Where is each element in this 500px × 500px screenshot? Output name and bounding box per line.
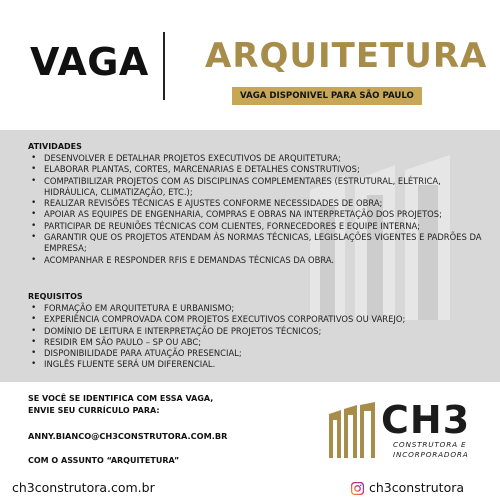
header xyxy=(0,0,500,130)
cta-line-2: ENVIE SEU CURRÍCULO PARA: xyxy=(28,405,160,415)
list-item: • RESIDIR EM SÃO PAULO – SP OU ABC; xyxy=(28,337,488,348)
website-link[interactable]: ch3construtora.com.br xyxy=(12,480,155,495)
list-item: • APOIAR AS EQUIPES DE ENGENHARIA, COMPRAS E OBRAS NA INTERPRETAÇÃO DOS PROJETOS; xyxy=(28,209,488,220)
list-item: • INGLÊS FLUENTE SERÁ UM DIFERENCIAL. xyxy=(28,359,488,370)
contact-email-link[interactable]: ANNY.BIANCO@CH3CONSTRUTORA.COM.BR xyxy=(28,431,228,441)
list-item: • FORMAÇÃO EM ARQUITETURA E URBANISMO; xyxy=(28,303,488,314)
list-item: • DISPONIBILIDADE PARA ATUAÇÃO PRESENCIAL; xyxy=(28,348,488,359)
logo-subtitle-2: INCORPORADORA xyxy=(393,450,469,459)
list-item: • ACOMPANHAR E RESPONDER RFIS E DEMANDAS TÉCNICAS DA OBRA. xyxy=(28,255,488,266)
job-title: ARQUITETURA xyxy=(205,36,488,76)
requisitos-list xyxy=(28,303,488,371)
cta-line-1: SE VOCÊ SE IDENTIFICA COM ESSA VAGA, xyxy=(28,394,214,403)
company-logo xyxy=(329,398,494,464)
list-item: • DESENVOLVER E DETALHAR PROJETOS EXECUTIVOS DE ARQUITETURA; xyxy=(28,153,488,164)
ch3-logo-mark-icon xyxy=(329,402,375,458)
atividades-section xyxy=(28,142,488,266)
email-subject-note: COM O ASSUNTO “ARQUITETURA” xyxy=(28,456,180,465)
location-badge: VAGA DISPONIVEL PARA SÃO PAULO xyxy=(232,87,422,105)
list-item: • GARANTIR QUE OS PROJETOS ATENDAM ÀS NORMAS TÉCNICAS, LEGISLAÇÕES VIGENTES E PADRÕES DA EMPRESA; xyxy=(28,232,488,255)
requisitos-heading: REQUISITOS xyxy=(28,292,83,301)
instagram-icon xyxy=(351,482,364,495)
vaga-heading: VAGA xyxy=(30,40,149,84)
list-item: • COMPATIBILIZAR PROJETOS COM AS DISCIPLINAS COMPLEMENTARES (ESTRUTURAL, ELÉTRICA, HIDRÁULICA, CLIMATIZAÇÃO, ETC.); xyxy=(28,176,488,199)
atividades-heading: ATIVIDADES xyxy=(28,142,82,151)
header-divider xyxy=(163,32,165,100)
list-item: • ELABORAR PLANTAS, CORTES, MARCENARIAS E DETALHES CONSTRUTIVOS; xyxy=(28,164,488,175)
instagram-handle-link[interactable]: ch3construtora xyxy=(369,480,465,495)
atividades-list xyxy=(28,153,488,266)
logo-subtitle-1: CONSTRUTORA E xyxy=(393,440,467,449)
list-item: • EXPERIÊNCIA COMPROVADA COM PROJETOS EXECUTIVOS CORPORATIVOS OU VAREJO; xyxy=(28,314,488,325)
call-to-action xyxy=(28,393,213,416)
list-item: • DOMÍNIO DE LEITURA E INTERPRETAÇÃO DE PROJETOS TÉCNICOS; xyxy=(28,326,488,337)
requisitos-section xyxy=(28,292,488,371)
logo-wordmark: CH3 xyxy=(381,398,471,442)
list-item: • PARTICIPAR DE REUNIÕES TÉCNICAS COM CLIENTES, FORNECEDORES E EQUIPE INTERNA; xyxy=(28,221,488,232)
footer xyxy=(0,478,500,500)
job-details-panel xyxy=(0,130,500,382)
list-item: • REALIZAR REVISÕES TÉCNICAS E AJUSTES CONFORME NECESSIDADES DE OBRA; xyxy=(28,198,488,209)
